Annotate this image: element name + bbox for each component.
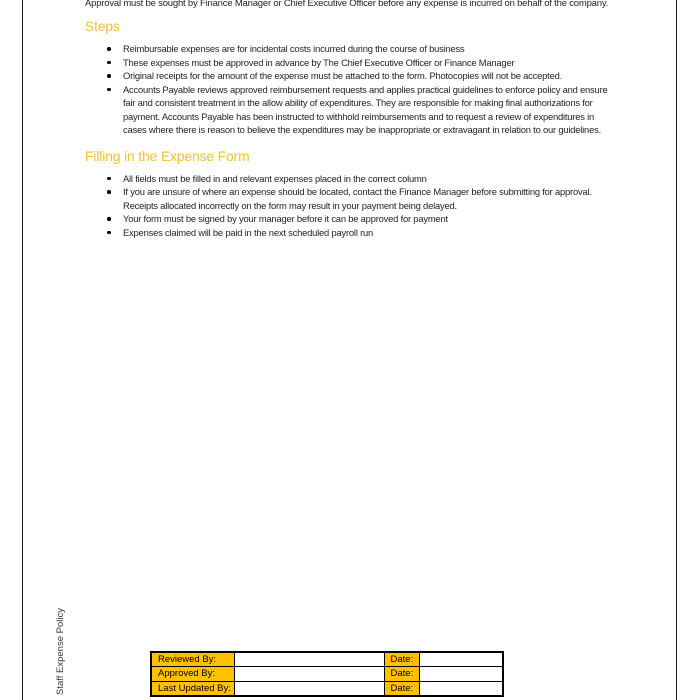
vertical-footer-label: Staff Expense Policy xyxy=(55,608,66,695)
row-value-cell[interactable] xyxy=(234,667,384,682)
row-value-cell[interactable] xyxy=(234,652,384,667)
date-label-cell: Date: xyxy=(384,667,419,682)
bullet-item: Accounts Payable reviews approved reimbursement requests and applies practical guidelines to enforce policy and ensure fair and consistent treatment in the allow ability of expenditures. They are responsible for making final authorizations for payment. Accounts Payable has been instructed to withhold reimbursements and to request a review of expenditures in cases where there is reason to believe the expenditures may be inappropriate or extravagant in relation to our guidelines. xyxy=(85,83,618,137)
section-heading-filling-in-the-expense-form: Filling in the Expense Form xyxy=(85,148,250,164)
row-label-cell: Last Updated By: xyxy=(151,681,234,696)
expense-form-bullet-list xyxy=(85,172,618,240)
bullet-item: Your form must be signed by your manager before it can be approved for payment xyxy=(85,212,618,226)
bullet-item: If you are unsure of where an expense should be located, contact the Finance Manager before submitting for approval. Receipts allocated incorrectly on the form may result in your payment being delayed. xyxy=(85,185,618,212)
row-value-cell[interactable] xyxy=(234,681,384,696)
row-label-cell: Approved By: xyxy=(151,667,234,682)
document-page xyxy=(85,0,618,239)
date-value-cell[interactable] xyxy=(419,652,503,667)
page-left-border xyxy=(22,0,23,700)
signoff-table xyxy=(150,651,504,697)
date-value-cell[interactable] xyxy=(419,667,503,682)
bullet-item: All fields must be filled in and relevant expenses placed in the correct column xyxy=(85,172,618,186)
bullet-item: Original receipts for the amount of the expense must be attached to the form. Photocopies will not be accepted. xyxy=(85,69,618,83)
table-row xyxy=(151,681,503,696)
row-label-cell: Reviewed By: xyxy=(151,652,234,667)
date-label-cell: Date: xyxy=(384,652,419,667)
page-right-border xyxy=(676,0,677,700)
bullet-item: Expenses claimed will be paid in the next scheduled payroll run xyxy=(85,226,618,240)
date-value-cell[interactable] xyxy=(419,681,503,696)
table-row xyxy=(151,652,503,667)
steps-bullet-list xyxy=(85,42,618,137)
bullet-item: Reimbursable expenses are for incidental costs incurred during the course of business xyxy=(85,42,618,56)
bullet-item: These expenses must be approved in advance by The Chief Executive Officer or Finance Manager xyxy=(85,56,618,70)
section-heading-steps: Steps xyxy=(85,19,120,34)
date-label-cell: Date: xyxy=(384,681,419,696)
table-row xyxy=(151,667,503,682)
intro-paragraph: Approval must be sought by Finance Manager or Chief Executive Officer before any expense is incurred on behalf of the company. xyxy=(85,0,609,9)
